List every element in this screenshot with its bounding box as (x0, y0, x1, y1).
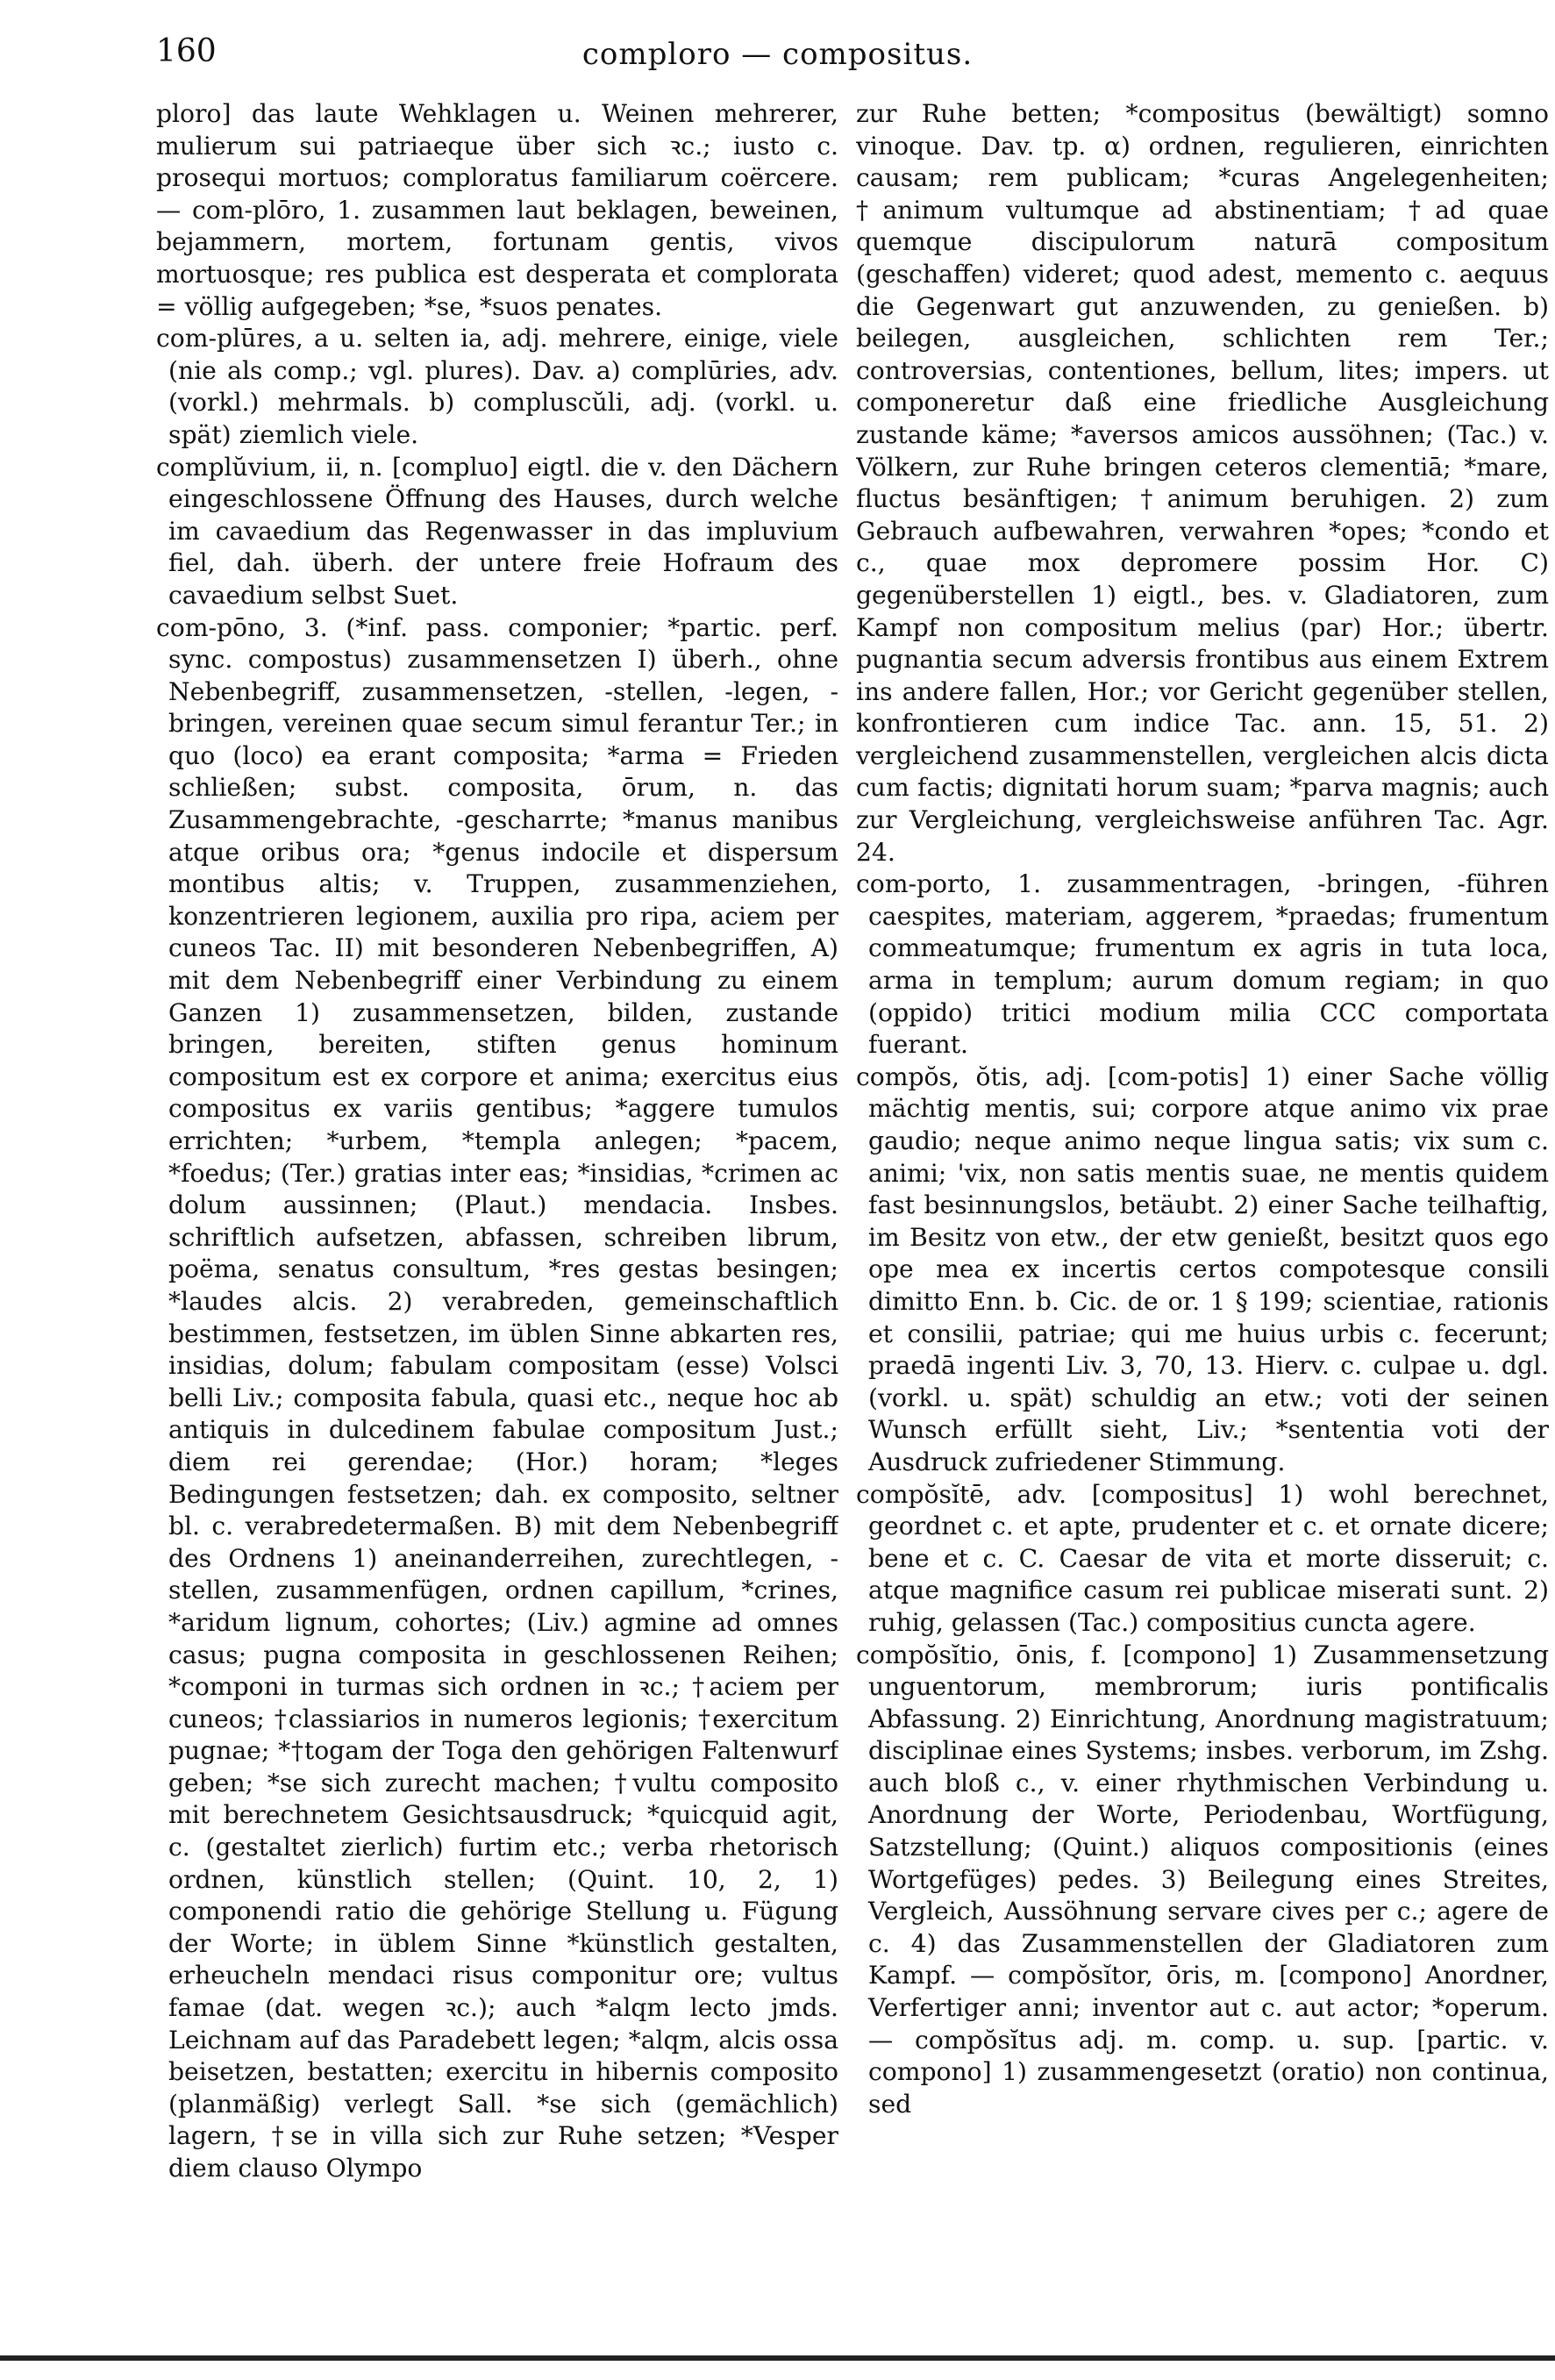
entry-composite: compŏsĭtē, adv. [compositus] 1) wohl berechnet, geordnet c. et apte, prudenter et c. et ornate dicere; bene et c. C. Caesar de vita et morte disseruit; c. atque magnifice casum rei publicae miserati sunt. 2) ruhig, gelassen (Tac.) compositius cuncta agere. (856, 1479, 1549, 1637)
page-number: 160 (156, 33, 217, 69)
entry-compluvium: complŭvium, ii, n. [compluo] eigtl. die v. den Dächern eingeschlossene Öffnung des Hauses, durch welche im cavaedium das Regenwasser in das impluvium fiel, dah. überh. der untere freie Hofraum des cavaedium selbst Suet. (156, 452, 838, 610)
bottom-rule (0, 2355, 1555, 2361)
entry-complures: com-plūres, a u. selten ia, adj. mehrere, einige, viele (nie als comp.; vgl. plures). Dav. a) complūries, adv. (vorkl.) mehrmals. b) compluscŭli, adj. (vorkl. u. spät) ziemlich viele. (156, 324, 838, 449)
entry-compono-cont: zur Ruhe betten; *compositus (bewältigt) somno vinoque. Dav. tp. α) ordnen, regulieren, einrichten causam; rem publicam; *curas Angelegenheiten; †animum vultumque ad abstinentiam; †ad quae quemque discipulorum naturā compositum (geschaffen) videret; quod adest, memento c. aequus die Gegenwart gut anzuwenden, zu genießen. b) beilegen, ausgleichen, schlichten rem Ter.; controversias, contentiones, bellum, lites; impers. ut componeretur daß eine friedliche Ausgleichung zustande käme; *aversos amicos aussöhnen; (Tac.) v. Völkern, zur Ruhe bringen ceteros clementiā; *mare, fluctus besänftigen; †animum beruhigen. 2) zum Gebrauch aufbewahren, verwahren *opes; *condo et c., quae mox depromere possim Hor. C) gegenüberstellen 1) eigtl., bes. v. Gladiatoren, zum Kampf non compositum melius (par) Hor.; übertr. pugnantia secum adversis frontibus aus einem Extrem ins andere fallen, Hor.; vor Gericht gegenüber stellen, konfrontieren cum indice Tac. ann. 15, 51. 2) vergleichend zusammenstellen, vergleichen alcis dicta cum factis; dignitati horum suam; *parva magnis; auch zur Vergleichung, vergleichsweise anführen Tac. Agr. 24. (856, 99, 1549, 867)
running-head: comploro — compositus. (581, 37, 974, 72)
entry-compos: compŏs, ŏtis, adj. [com-potis] 1) einer Sache völlig mächtig mentis, sui; corpore atque animo vix prae gaudio; neque animo neque lingua satis; vix sum c. animi; 'vix, non satis mentis suae, ne mentis quidem fast besinnungslos, betäubt. 2) einer Sache teilhaftig, im Besitz von etw., der etw genießt, besitzt quos ego ope mea ex incertis certos compotesque consili dimitto Enn. b. Cic. de or. 1 § 199; scientiae, rationis et consilii, patriae; qui me huius urbis c. fecerunt; praedā ingenti Liv. 3, 70, 13. Hierv. c. culpae u. dgl. (vorkl. u. spät) schuldig an etw.; voti der seinen Wunsch erfüllt sieht, Liv.; *sententia voti der Ausdruck zufriedener Stimmung. (856, 1061, 1549, 1476)
right-column (856, 98, 1549, 2309)
entry-comporto: com-porto, 1. zusammentragen, -bringen, -führen caespites, materiam, aggerem, *praedas; frumentum commeatumque; frumentum ex agris in tuta loca, arma in templum; aurum domum regiam; in quo (oppido) tritici modium milia CCC comportata fuerant. (856, 869, 1549, 1060)
left-column (156, 98, 838, 2309)
entry-compositio: compŏsĭtio, ōnis, f. [compono] 1) Zusammensetzung unguentorum, membrorum; iuris pontificalis Abfassung. 2) Einrichtung, Anordnung magistratuum; disciplinae eines Systems; insbes. verborum, im Zshg. auch bloß c., v. einer rhythmischen Verbindung u. Anordnung der Worte, Periodenbau, Wortfügung, Satzstellung; (Quint.) aliquos compositionis (eines Wortgefüges) pedes. 3) Beilegung eines Streites, Vergleich, Aussöhnung servare cives per c.; agere de c. 4) das Zusammenstellen der Gladiatoren zum Kampf. — compŏsĭtor, ōris, m. [compono] Anordner, Verfertiger anni; inventor aut c. aut actor; *operum. — compŏsĭtus adj. m. comp. u. sup. [partic. v. compono] 1) zusammengesetzt (oratio) non continua, sed (856, 1640, 1549, 2119)
entry-compono: com-pōno, 3. (*inf. pass. componier; *partic. perf. sync. compostus) zusammensetzen I) überh., ohne Nebenbegriff, zusammensetzen, -stellen, -legen, -bringen, vereinen quae secum simul ferantur Ter.; in quo (loco) ea erant composita; *arma = Frieden schließen; subst. composita, ōrum, n. das Zusammengebrachte, -gescharrte; *manus manibus atque oribus ora; *genus indocile et dispersum montibus altis; v. Truppen, zusammenziehen, konzentrieren legionem, auxilia pro ripa, aciem per cuneos Tac. II) mit besonderen Nebenbegriffen, A) mit dem Nebenbegriff einer Verbindung zu einem Ganzen 1) zusammensetzen, bilden, zustande bringen, bereiten, stiften genus hominum compositum est ex corpore et anima; exercitus eius compositus ex variis gentibus; *aggere tumulos errichten; *urbem, *templa anlegen; *pacem, *foedus; (Ter.) gratias inter eas; *insidias, *crimen ac dolum aussinnen; (Plaut.) mendacia. Insbes. schriftlich aufsetzen, abfassen, schreiben librum, poëma, senatus consultum, *res gestas besingen; *laudes alcis. 2) verabreden, gemeinschaftlich bestimmen, festsetzen, im üblen Sinne abkarten res, insidias, dolum; fabulam compositam (esse) Volsci belli Liv.; composita fabula, quasi etc., neque hoc ab antiquis in dulcedinem fabulae compositum Just.; diem rei gerendae; (Hor.) horam; *leges Bedingungen festsetzen; dah. ex composito, seltner bl. c. verabredetermaßen. B) mit dem Nebenbegriff des Ordnens 1) aneinanderreihen, zurechtlegen, -stellen, zusammenfügen, ordnen capillum, *crines, *aridum lignum, cohortes; (Liv.) agmine ad omnes casus; pugna composita in geschlossenen Reihen; *componi in turmas sich ordnen in ꝛc.; †aciem per cuneos; †classiarios in numeros legionis; †exercitum pugnae; *†togam der Toga den gehörigen Faltenwurf geben; *se sich zurecht machen; †vultu composito mit berechnetem Gesichtsausdruck; *quicquid agit, c. (gestaltet zierlich) furtim etc.; verba rhetorisch ordnen, künstlich stellen; (Quint. 10, 2, 1) componendi ratio die gehörige Stellung u. Fügung der Worte; in üblem Sinne *künstlich gestalten, erheucheln mendaci risus componitur ore; vultus famae (dat. wegen ꝛc.); auch *alqm lecto jmds. Leichnam auf das Paradebett legen; *alqm, alcis ossa beisetzen, bestatten; exercitu in hibernis composito (planmäßig) verlegt Sall. *se sich (gemächlich) lagern, †se in villa sich zur Ruhe setzen; *Vesper diem clauso Olympo (156, 612, 838, 2183)
entry-comploro-cont: ploro] das laute Wehklagen u. Weinen mehrerer, mulierum sui patriaeque über sich ꝛc.; iusto c. prosequi mortuos; comploratus familiarum coërcere. — com-plōro, 1. zusammen laut beklagen, beweinen, bejammern, mortem, fortunam gentis, vivos mortuosque; res publica est desperata et complorata = völlig aufgegeben; *se, *suos penates. (156, 99, 838, 321)
